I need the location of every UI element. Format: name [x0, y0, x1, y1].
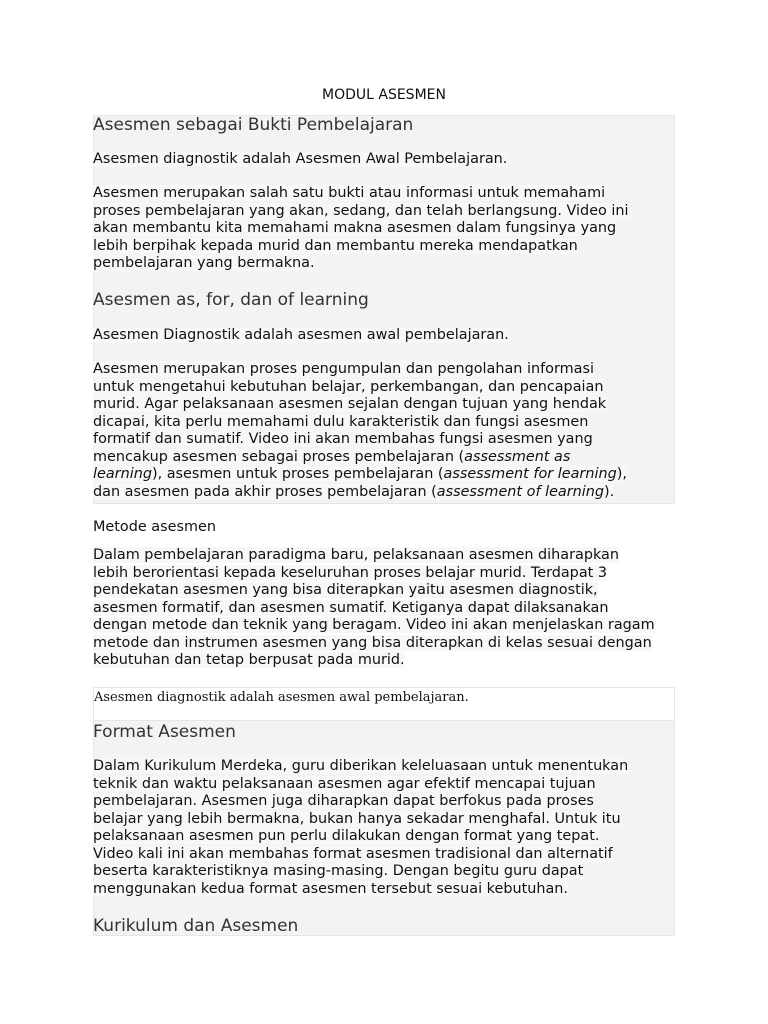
page-title: MODUL ASESMEN — [322, 87, 446, 103]
section-heading-kurikulum: Kurikulum dan Asesmen — [93, 916, 299, 936]
paragraph-metode: Dalam pembelajaran paradigma baru, pelaksanaan asesmen diharapkan lebih berorientasi kepada keseluruhan proses belajar murid. Terdapat 3 pendekatan asesmen yang bisa diterapkan yaitu asesmen diagnostik, asesmen formatif, dan asesmen sumatif. Ketiganya dapat dilaksanakan dengan metode dan teknik yang beragam. Video ini akan menjelaskan ragam metode dan instrumen asesmen yang bisa diterapkan di kelas sesuai dengan kebutuhan dan tetap berpusat pada murid. — [93, 547, 655, 668]
paragraph-format: Dalam Kurikulum Merdeka, guru diberikan keleluasaan untuk menentukan teknik dan waktu pelaksanaan asesmen agar efektif mencapai tujuan pembelajaran. Asesmen juga diharapkan dapat berfokus pada proses belajar yang lebih bermakna, bukan hanya sekadar menghafal. Untuk itu pelaksanaan asesmen pun perlu dilakukan dengan format yang tepat. Video kali ini akan membahas format asesmen tradisional dan alternatif beserta karakteristiknya masing-masing. Dengan begitu guru dapat menggunakan kedua format asesmen tersebut sesuai kebutuhan. — [93, 758, 629, 897]
section-heading-as-for-of: Asesmen as, for, dan of learning — [93, 290, 369, 310]
section-heading-bukti: Asesmen sebagai Bukti Pembelajaran — [93, 115, 414, 135]
paragraph-as-for-of: Asesmen merupakan proses pengumpulan dan pengolahan informasi untuk mengetahui kebutuhan belajar, perkembangan, dan pencapaian murid. Agar pelaksanaan asesmen sejalan dengan tujuan yang hendak dicapai, kita perlu memahami dulu karakteristik dan fungsi asesmen formatif dan sumatif. Video ini akan membahas fungsi asesmen yang mencakup asesmen sebagai proses pembelajaran (assessment as learning), asesmen untuk proses pembelajaran (assessment for learning), dan asesmen pada akhir proses pembelajaran (assessment of learning). — [93, 361, 627, 500]
paragraph-diagnostik-2: Asesmen Diagnostik adalah asesmen awal pembelajaran. — [93, 327, 509, 343]
serif-diagnostik-line: Asesmen diagnostik adalah asesmen awal pembelajaran. — [93, 687, 675, 721]
paragraph-diagnostik-1: Asesmen diagnostik adalah Asesmen Awal Pembelajaran. — [93, 151, 508, 167]
section-heading-format: Format Asesmen — [93, 722, 236, 742]
paragraph-bukti: Asesmen merupakan salah satu bukti atau informasi untuk memahami proses pembelajaran yang akan, sedang, dan telah berlangsung. Video ini akan membantu kita memahami makna asesmen dalam fungsinya yang lebih berpihak kepada murid dan membantu mereka mendapatkan pembelajaran yang bermakna. — [93, 185, 629, 271]
section-heading-metode: Metode asesmen — [93, 519, 216, 535]
